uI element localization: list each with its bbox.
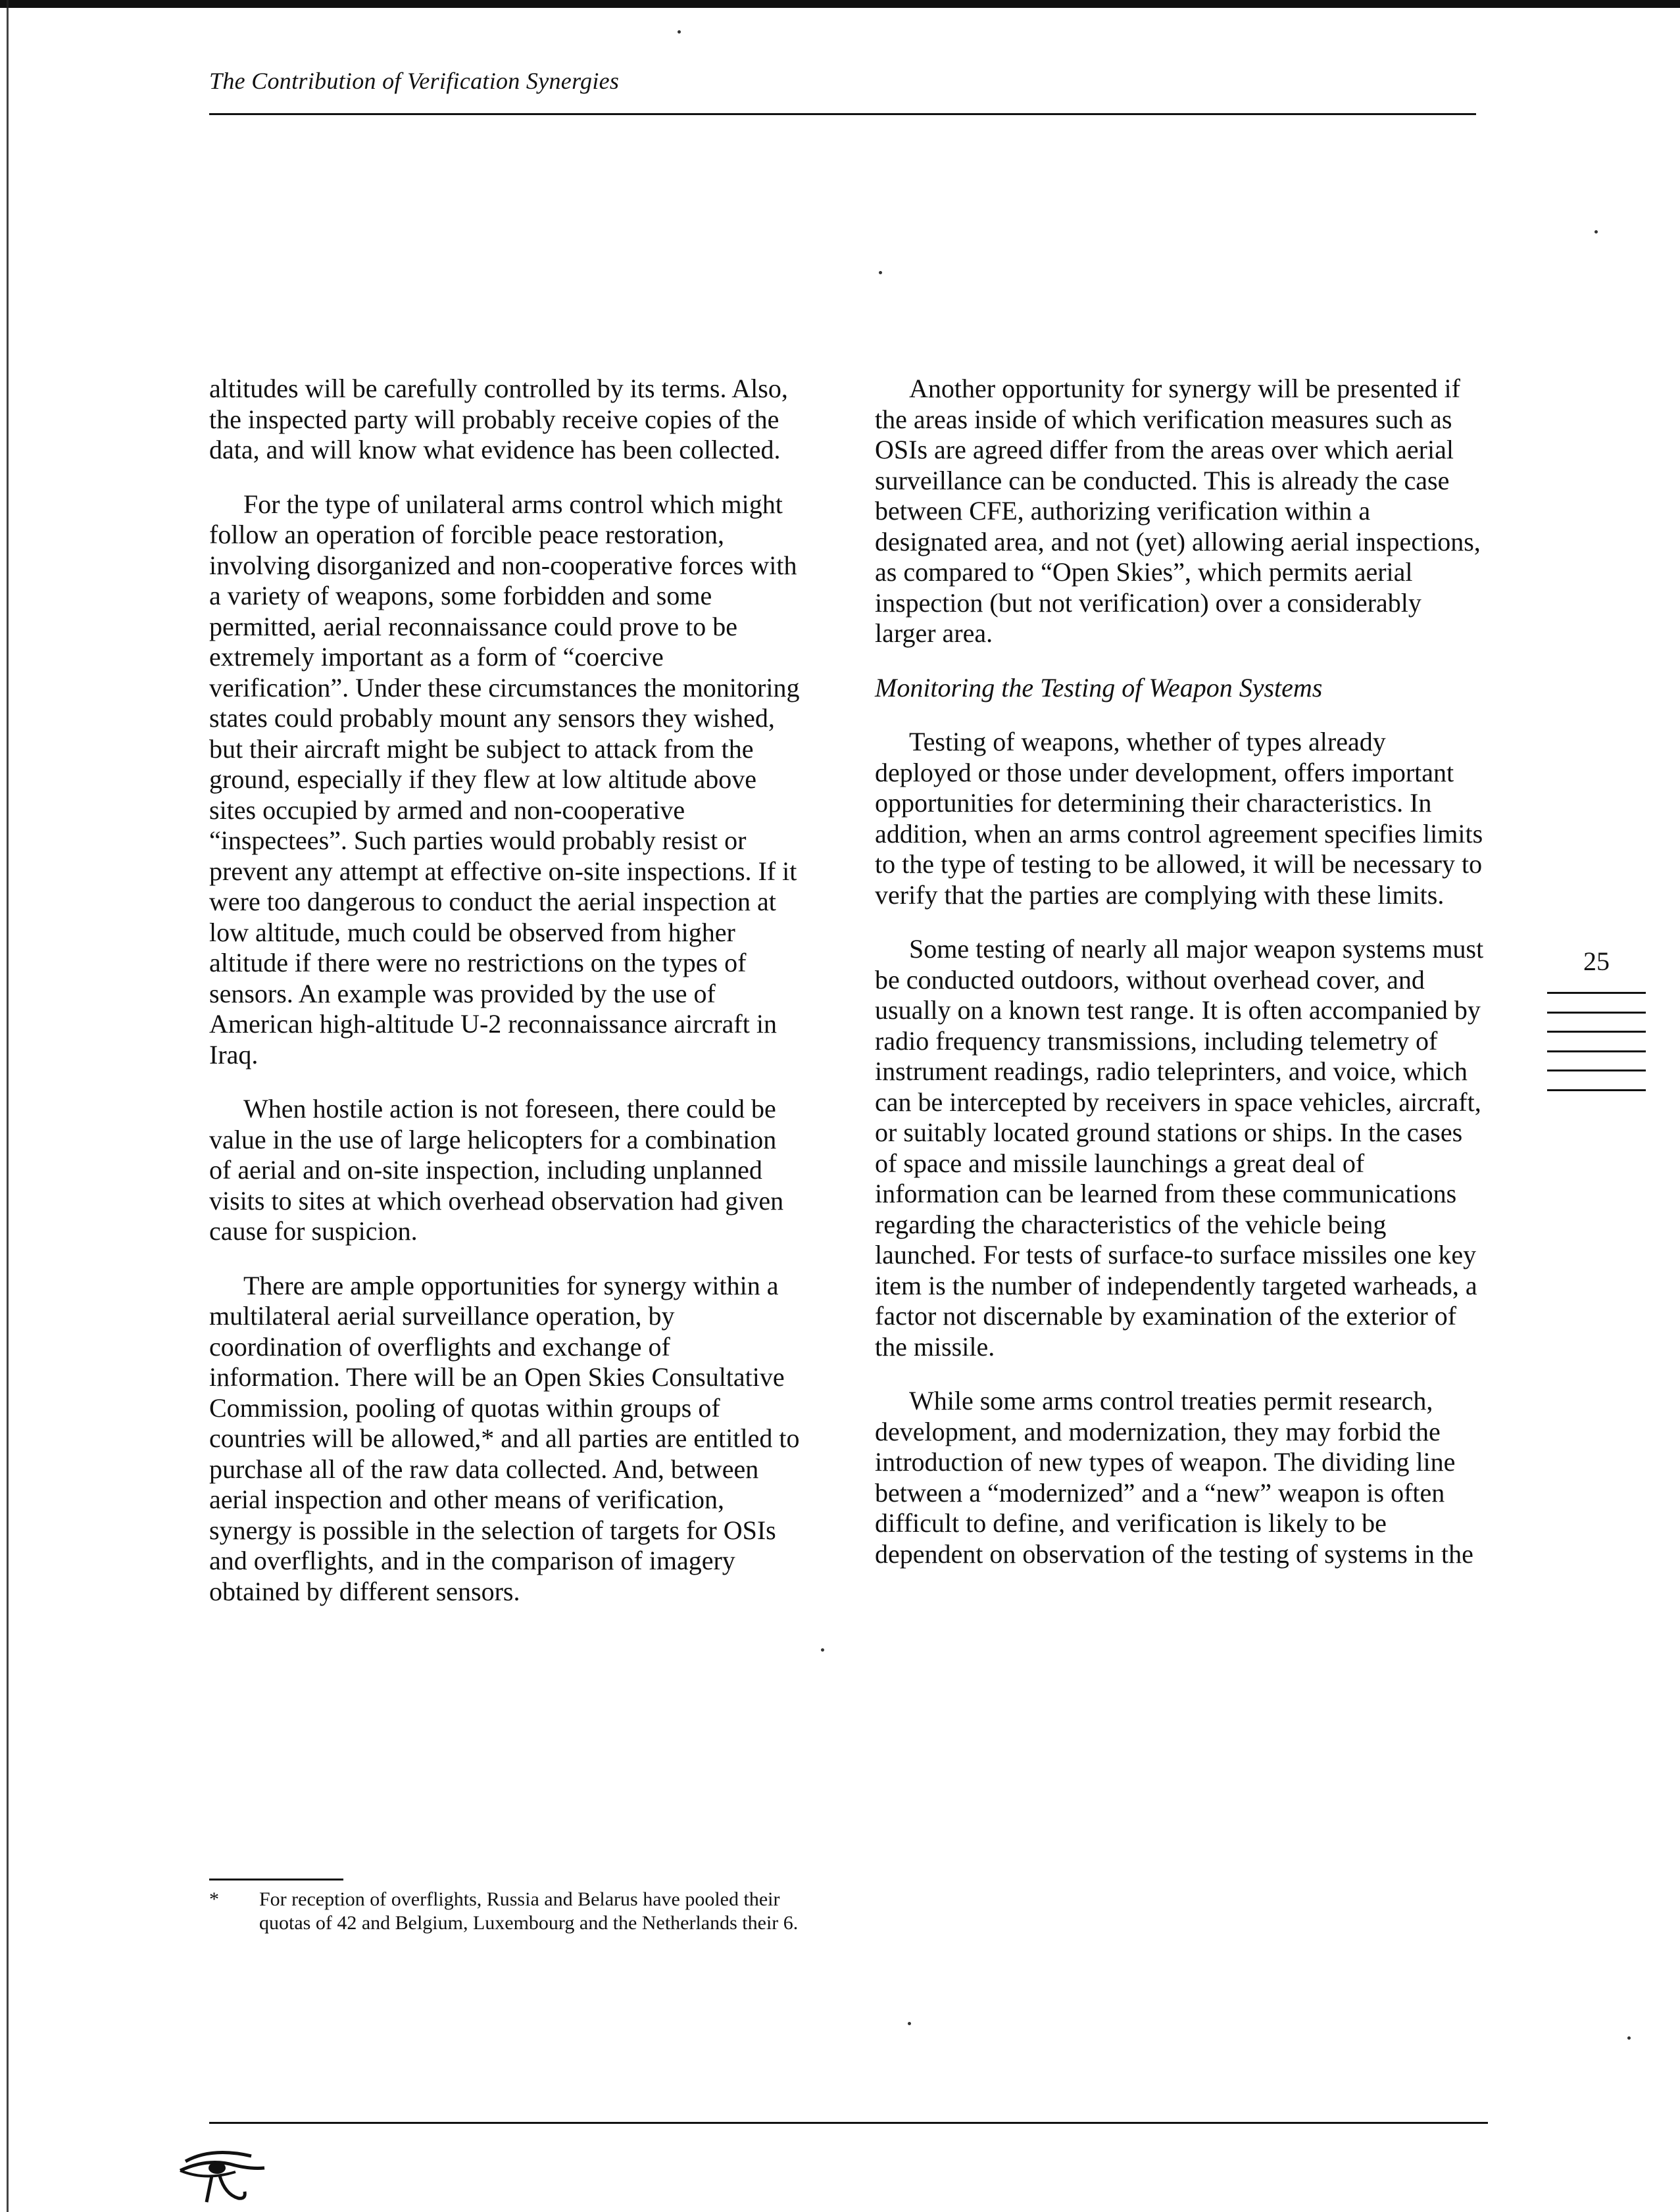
right-column: [875, 374, 1487, 1593]
page-number: 25: [1583, 946, 1610, 976]
footnote-marker: *: [209, 1888, 219, 1910]
scan-speck: [678, 30, 681, 34]
section-subheading: Monitoring the Testing of Weapon Systems: [875, 672, 1323, 702]
running-title: The Contribution of Verification Synergies: [209, 68, 620, 94]
scan-left-edge: [7, 0, 9, 2212]
eye-of-horus-icon: [172, 2142, 271, 2207]
tick-line: [1547, 1012, 1646, 1014]
scan-top-edge: [0, 0, 1680, 8]
tick-line: [1547, 1050, 1646, 1052]
header-rule: [209, 113, 1476, 115]
scan-speck: [908, 2022, 911, 2025]
margin-tick-lines: [1547, 992, 1646, 1108]
tick-line: [1547, 1031, 1646, 1033]
left-column: [209, 374, 801, 1631]
tick-line: [1547, 1089, 1646, 1091]
scan-speck: [879, 271, 882, 274]
footnote: [209, 1888, 801, 1935]
scan-speck: [1627, 2036, 1631, 2040]
tick-line: [1547, 1069, 1646, 1071]
footnote-rule: [209, 1879, 343, 1880]
paragraph: There are ample opportunities for synergy within a multilateral aerial surveillance operation, by coordination of overflights and exchange of information. There will be an Open Skies Consultative Commission, pooling of quotas within groups of countries will be allowed,* and all parties are entitled to purchase all of the raw data collected. And, between aerial inspection and other means of verification, synergy is possible in the selection of targets for OSIs and overflights, and in the comparison of imagery obtained by different sensors.: [209, 1270, 800, 1606]
paragraph: For the type of unilateral arms control which might follow an operation of forcible peace restoration, involving disorganized and non-cooperative forces with a variety of weapons, some forbidden and some permitted, aerial reconnaissance could prove to be extremely important as a form of “coercive verification”. Under these circumstances the monitoring states could probably mount any sensors they wished, but their aircraft might be subject to attack from the ground, especially if they flew at low altitude above sites occupied by armed and non-cooperative “inspectees”. Such parties would probably resist or prevent any attempt at effective on-site inspections. If it were too dangerous to conduct the aerial inspection at low altitude, much could be observed from higher altitude if there were no restrictions on the types of sensors. An example was provided by the use of American high-altitude U-2 reconnaissance aircraft in Iraq.: [209, 489, 800, 1069]
paragraph: Some testing of nearly all major weapon systems must be conducted outdoors, without overhead cover, and usually on a known test range. It is often accompanied by radio frequency transmissions, including telemetry of instrument readings, radio teleprinters, and voice, which can be intercepted by receivers in space vehicles, aircraft, or suitably located ground stations or ships. In the cases of space and missile launchings a great deal of information can be learned from these communications regarding the characteristics of the vehicle being launched. For tests of surface-to surface missiles one key item is the number of independently targeted warheads, a factor not discernable by examination of the exterior of the missile.: [875, 934, 1484, 1362]
paragraph: While some arms control treaties permit research, development, and modernization, they may forbid the introduction of new types of weapon. The dividing line between a “modernized” and a “new” weapon is often difficult to define, and verification is likely to be dependent on observation of the testing of systems in the: [875, 1386, 1473, 1569]
scan-speck: [821, 1648, 824, 1652]
paragraph: Another opportunity for synergy will be presented if the areas inside of which verification measures such as OSIs are agreed differ from the areas over which aerial surveillance can be conducted. This is already the case between CFE, authorizing verification within a designated area, and not (yet) allowing aerial inspections, as compared to “Open Skies”, which permits aerial inspection (but not verification) over a considerably larger area.: [875, 374, 1481, 648]
tick-line: [1547, 992, 1646, 994]
footer-rule: [209, 2122, 1488, 2124]
paragraph: altitudes will be carefully controlled by its terms. Also, the inspected party will probably receive copies of the data, and will know what evidence has been collected.: [209, 374, 788, 464]
scan-speck: [1594, 230, 1598, 233]
footnote-text: For reception of overflights, Russia and Belarus have pooled their quotas of 42 and Belgium, Luxembourg and the Netherlands their 6.: [259, 1888, 799, 1934]
paragraph: Testing of weapons, whether of types already deployed or those under development, offers important opportunities for determining their characteristics. In addition, when an arms control agreement specifies limits to the type of testing to be allowed, it will be necessary to verify that the parties are complying with these limits.: [875, 727, 1483, 910]
paragraph: When hostile action is not foreseen, there could be value in the use of large helicopters for a combination of aerial and on-site inspection, including unplanned visits to sites at which overhead observation had given cause for suspicion.: [209, 1094, 784, 1246]
